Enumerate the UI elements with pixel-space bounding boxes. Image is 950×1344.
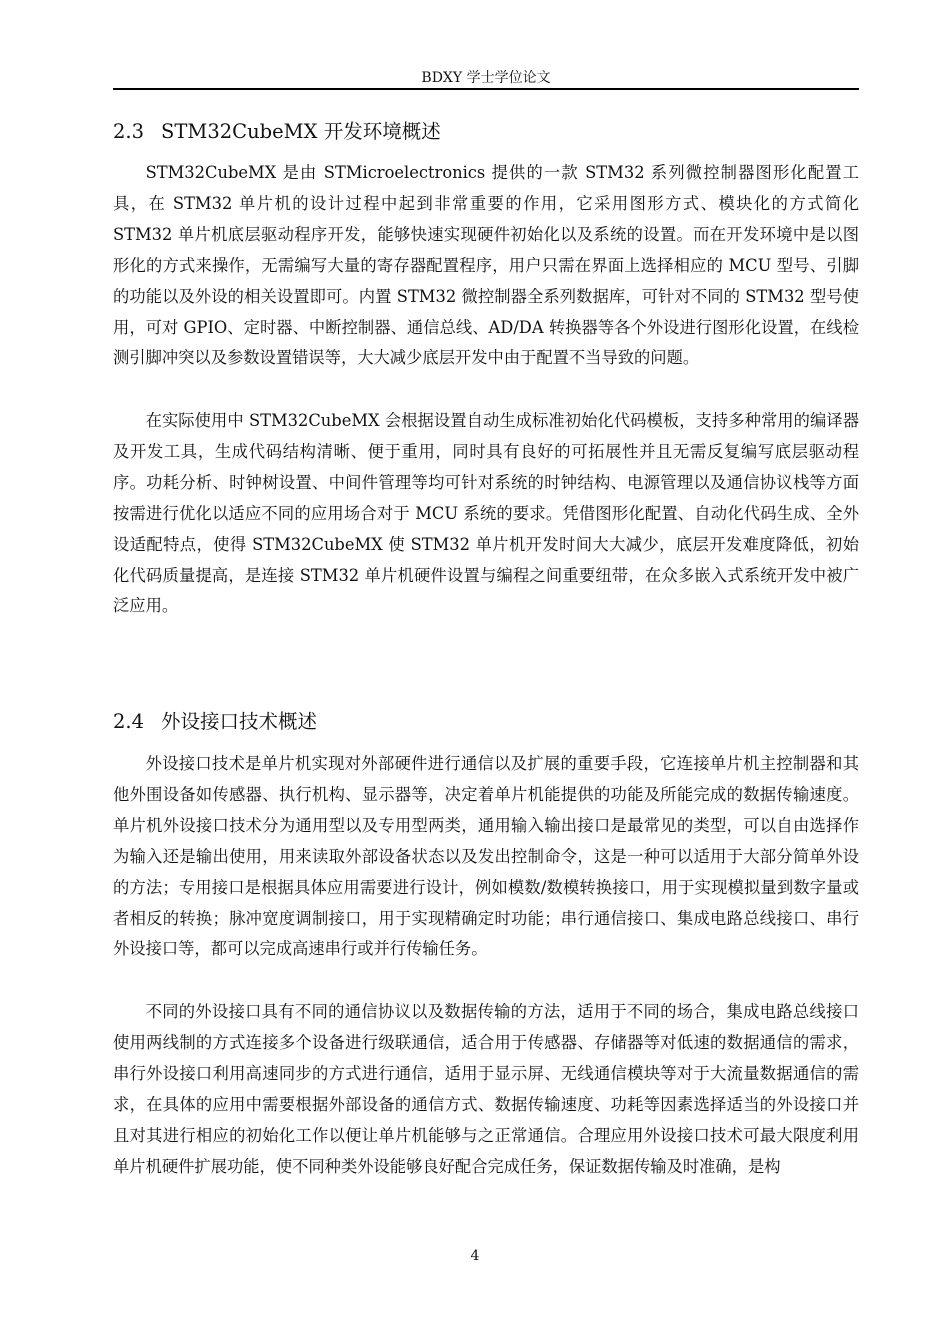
paragraph: 在实际使用中 STM32CubeMX 会根据设置自动生成标准初始化代码模板，支持多种常用的编译器及开发工具，生成代码结构清晰、便于重用，同时具有良好的可拓展性并且无需反复编写底层驱动程序。功耗分析、时钟树设置、中间件管理等均可针对系统的时钟结构、电源管理以及通信协议栈等方面按需进行优化以适应不同的应用场合对于 MCU 系统的要求。凭借图形化配置、自动化代码生成、全外设适配特点，使得 STM32CubeMX 使 STM32 单片机开发时间大大减少，底层开发难度降低，初始化代码质量提高，是连接 STM32 单片机硬件设置与编程之间重要纽带，在众多嵌入式系统开发中被广泛应用。	[113, 411, 859, 616]
section-title: 外设接口技术概述	[161, 710, 318, 733]
paragraph: 外设接口技术是单片机实现对外部硬件进行通信以及扩展的重要手段，它连接单片机主控制器和其他外围设备如传感器、执行机构、显示器等，决定着单片机能提供的功能及所能完成的数据传输速度。单片机外设接口技术分为通用型以及专用型两类，通用输入输出接口是最常见的类型，可以自由选择作为输入还是输出使用，用来读取外部设备状态以及发出控制命令，这是一种可以适用于大部分简单外设的方法；专用接口是根据具体应用需要进行设计，例如模数/数模转换接口，用于实现模拟量到数字量或者相反的转换；脉冲宽度调制接口，用于实现精确定时功能；串行通信接口、集成电路总线接口、串行外设接口等，都可以完成高速串行或并行传输任务。	[113, 754, 859, 959]
running-header: BDXY 学士学位论文	[421, 70, 551, 86]
paragraph: STM32CubeMX 是由 STMicroelectronics 提供的一款 STM32 系列微控制器图形化配置工具，在 STM32 单片机的设计过程中起到非常重要的作用，它采用图形方式、模块化的方式简化 STM32 单片机底层驱动程序开发，能够快速实现硬件初始化以及系统的设置。而在开发环境中是以图形化的方式来操作，无需编写大量的寄存器配置程序，用户只需在界面上选择相应的 MCU 型号、引脚的功能以及外设的相关设置即可。内置 STM32 微控制器全系列数据库，可针对不同的 STM32 型号使用，可对 GPIO、定时器、中断控制器、通信总线、AD/DA 转换器等各个外设进行图形化设置，在线检测引脚冲突以及参数设置错误等，大大减少底层开发中由于配置不当导致的问题。	[113, 163, 859, 368]
page-number: 4	[470, 1248, 480, 1264]
paragraph: 不同的外设接口具有不同的通信协议以及数据传输的方法，适用于不同的场合，集成电路总线接口使用两线制的方式连接多个设备进行级联通信，适合用于传感器、存储器等对低速的数据通信的需求，串行外设接口利用高速同步的方式进行通信，适用于显示屏、无线通信模块等对于大流量数据通信的需求，在具体的应用中需要根据外部设备的通信方式、数据传输速度、功耗等因素选择适当的外设接口并且对其进行相应的初始化工作以便让单片机能够与之正常通信。合理应用外设接口技术可最大限度利用单片机硬件扩展功能，使不同种类外设能够良好配合完成任务，保证数据传输及时准确，是构	[113, 1002, 859, 1176]
section-heading-2-4	[113, 708, 859, 736]
header-rule	[113, 88, 859, 90]
section-number: 2.3	[113, 120, 145, 143]
section-number: 2.4	[113, 710, 145, 733]
section-heading-2-3	[113, 118, 859, 146]
section-title: STM32CubeMX 开发环境概述	[161, 120, 441, 143]
